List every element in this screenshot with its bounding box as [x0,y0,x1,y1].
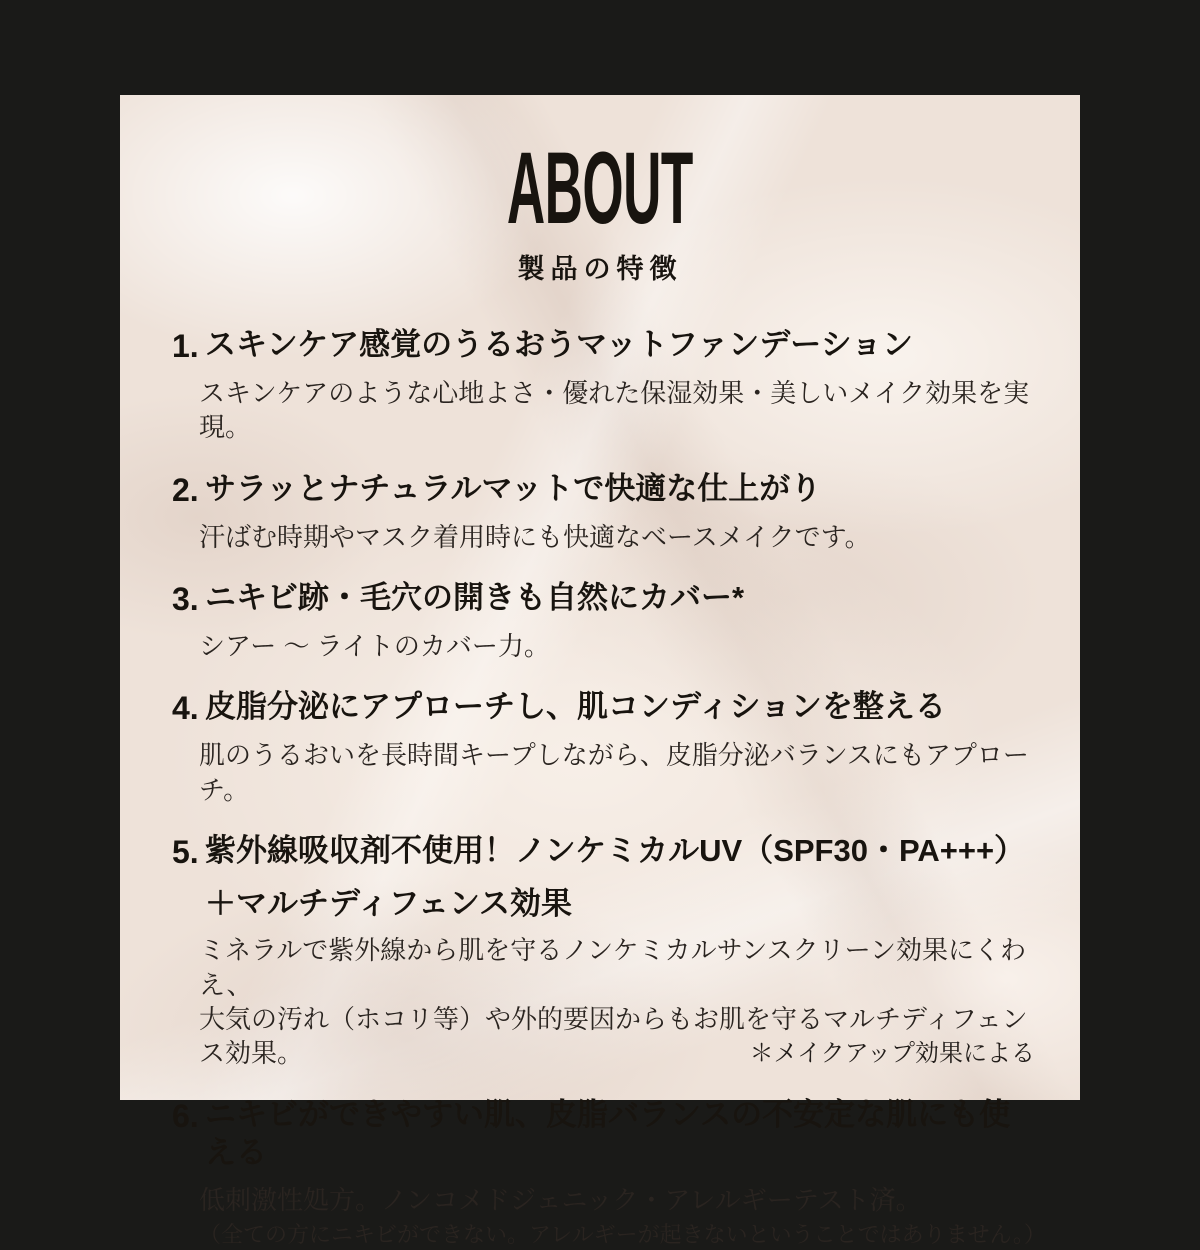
page-title [120,131,1080,245]
feature-number: 2. [172,471,199,508]
page-subtitle: 製品の特徴 [517,254,683,284]
feature-number: 3. [172,580,199,617]
feature-heading-row [172,832,1035,924]
feature-heading-line: 紫外線吸収剤不使用！ノンケミカルUV（SPF30・PA+++） [205,832,1026,868]
feature-list [120,326,1080,1250]
feature-heading-line: スキンケア感覚のうるおうマットファンデーション [205,327,914,362]
feature-item-2 [172,470,1035,554]
feature-heading-line: ＋マルチディフェンス効果 [205,885,573,921]
feature-heading-line: ニキビ跡・毛穴の開きも自然にカバー* [205,579,745,615]
feature-heading [205,470,821,509]
page-title-text: ABOUT [507,131,693,245]
feature-description [199,1183,1035,1217]
feature-heading [205,326,913,365]
feature-description-line: 低刺激性処方。ノンコメドジェニック・アレルギーテスト済。 [199,1185,922,1216]
feature-item-6 [172,1096,1046,1250]
asterisk-footnote: ＊メイクアップ効果による [749,1040,1035,1067]
feature-description-line: ミネラルで紫外線から肌を守るノンケミカルサンスクリーン効果にくわえ、 [199,935,1027,1000]
feature-heading [205,688,946,727]
feature-number: 6. [172,1097,199,1134]
feature-description [199,738,1035,807]
feature-description-line: スキンケアのような心地よさ・優れた保湿効果・美しいメイク効果を実現。 [199,378,1030,443]
product-info-panel [120,95,1080,1248]
feature-description-line: 汗ばむ時期やマスク着用時にも快適なベースメイクです。 [199,521,871,552]
feature-heading-line: ニキビができやすい肌、皮脂バランスの不安定な肌にも使える [205,1096,1011,1171]
feature-heading [205,832,1025,924]
feature-number: 1. [172,328,199,364]
feature-item-4 [172,688,1035,807]
feature-item-1 [172,326,1035,445]
feature-description [199,629,1035,663]
feature-description-line: シアー ～ ライトのカバー力。 [199,630,550,661]
feature-heading-line: 皮脂分泌にアプローチし、肌コンディションを整える [205,689,946,725]
feature-heading [205,579,744,618]
feature-heading-row [172,470,1035,510]
feature-item-3 [172,579,1035,663]
feature-description-line: 大気の汚れ（ホコリ等）や外的要因からもお肌を守るマルチディフェンス効果。 [199,1004,1028,1069]
feature-note: （全ての方にニキビができない。アレルギーが起きないということではありません。） [199,1222,1046,1248]
feature-description [199,376,1035,445]
feature-heading-line: サラッとナチュラルマットで快適な仕上がり [205,470,822,506]
feature-number: 4. [172,690,199,727]
feature-description [199,520,1035,554]
feature-description-line: 肌のうるおいを長時間キープしながら、皮脂分泌バランスにもアプローチ。 [199,740,1029,805]
feature-heading-row [172,326,1035,366]
feature-heading-row [172,688,1035,728]
feature-heading-row [172,579,1035,619]
feature-number: 5. [172,833,199,870]
feature-heading-row [172,1096,1035,1174]
feature-heading [205,1096,1035,1174]
